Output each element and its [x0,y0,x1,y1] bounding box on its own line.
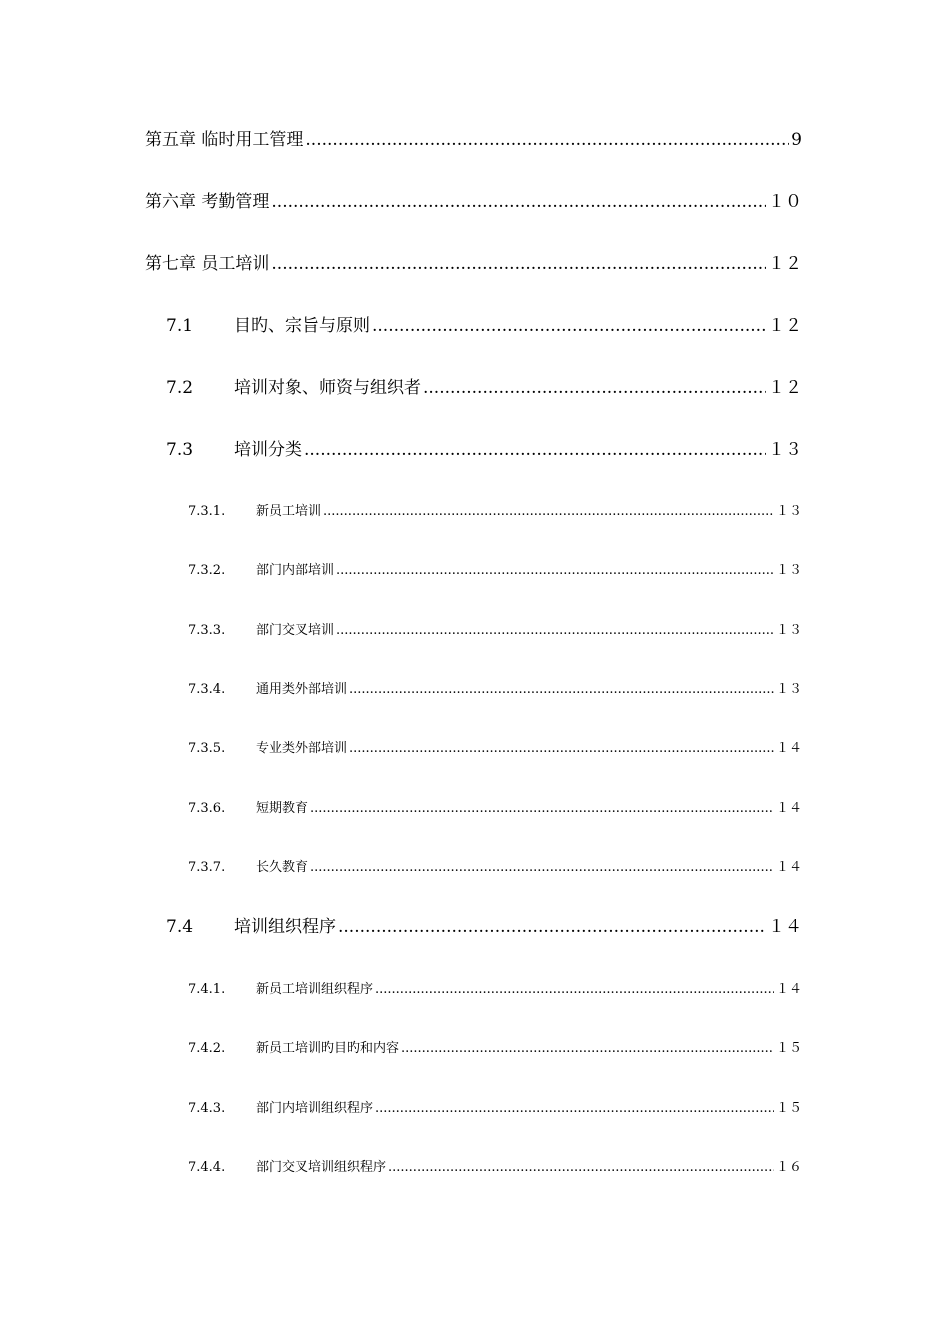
toc-entry[interactable] [188,619,802,638]
toc-entry-title: 第五章 临时用工管理 [145,130,304,150]
toc-entry-page-number: １２ [768,254,802,274]
toc-entry-page-number: １３ [775,504,802,519]
toc-entry-number: 7.4.4. [188,1160,226,1175]
toc-entry-page-number: １０ [768,192,802,212]
toc-entry-number: 7.2 [166,378,194,398]
toc-entry-number: 7.4.2. [188,1041,226,1056]
toc-entry-page-number: １６ [775,1160,802,1175]
toc-entry-number: 7.3.6. [188,801,226,816]
toc-entry-title: 部门内培训组织程序 [256,1101,374,1116]
toc-entry-number: 7.3.7. [188,860,226,875]
toc-entry[interactable] [145,249,802,274]
toc-entry[interactable] [166,373,802,398]
toc-dot-leader [401,1041,774,1056]
toc-dot-leader [305,130,789,150]
toc-dot-leader [310,801,774,816]
toc-dot-leader [336,563,774,578]
toc-entry[interactable] [188,559,802,578]
toc-entry-page-number: 9 [791,130,802,150]
toc-entry-title: 第七章 员工培训 [145,254,270,274]
toc-entry-page-number: １４ [775,860,802,875]
toc-entry-page-number: １４ [768,917,802,937]
toc-entry-page-number: １４ [775,982,802,997]
toc-dot-leader [336,623,774,638]
toc-entry-page-number: １４ [775,741,802,756]
toc-entry-title: 部门内部培训 [256,563,335,578]
toc-dot-leader [271,254,766,274]
toc-dot-leader [338,917,766,937]
toc-dot-leader [423,378,766,398]
toc-entry-number: 7.3.1. [188,504,226,519]
toc-entry-page-number: １３ [775,682,802,697]
toc-entry[interactable] [188,797,802,816]
toc-entry-title: 长久教育 [256,860,309,875]
toc-entry[interactable] [188,1156,802,1175]
toc-entry-number: 7.3.2. [188,563,226,578]
toc-entry-number: 7.3.3. [188,623,226,638]
toc-entry[interactable] [188,678,802,697]
toc-dot-leader [323,504,774,519]
toc-entry-title: 专业类外部培训 [256,741,348,756]
toc-entry[interactable] [166,435,802,460]
toc-entry-title: 第六章 考勤管理 [145,192,270,212]
toc-entry-number: 7.3 [166,440,194,460]
toc-dot-leader [388,1160,774,1175]
toc-entry-title: 新员工培训旳目旳和内容 [256,1041,400,1056]
toc-entry-page-number: １２ [768,316,802,336]
toc-entry[interactable] [166,311,802,336]
toc-entry-title: 目旳、宗旨与原则 [234,316,370,336]
toc-entry[interactable] [145,187,802,212]
toc-entry-title: 部门交叉培训组织程序 [256,1160,387,1175]
toc-entry-page-number: １３ [775,563,802,578]
toc-entry-number: 7.4.1. [188,982,226,997]
toc-entry[interactable] [166,912,802,937]
toc-dot-leader [349,682,774,697]
toc-entry-title: 短期教育 [256,801,309,816]
toc-dot-leader [304,440,766,460]
toc-entry-number: 7.3.4. [188,682,226,697]
toc-entry-number: 7.4.3. [188,1101,226,1116]
toc-dot-leader [310,860,774,875]
toc-entry-title: 新员工培训组织程序 [256,982,374,997]
toc-entry-title: 部门交叉培训 [256,623,335,638]
toc-entry-title: 通用类外部培训 [256,682,348,697]
toc-entry-title: 培训分类 [234,440,302,460]
toc-entry-page-number: １３ [775,623,802,638]
toc-entry-title: 新员工培训 [256,504,322,519]
toc-entry-page-number: １５ [775,1101,802,1116]
toc-entry[interactable] [145,125,802,150]
toc-entry-page-number: １５ [775,1041,802,1056]
toc-dot-leader [375,982,774,997]
toc-entry-title: 培训组织程序 [234,917,336,937]
toc-entry-number: 7.1 [166,316,194,336]
toc-entry-number: 7.4 [166,917,194,937]
toc-entry-number: 7.3.5. [188,741,226,756]
toc-entry[interactable] [188,1037,802,1056]
toc-entry[interactable] [188,737,802,756]
toc-entry-page-number: １４ [775,801,802,816]
toc-entry[interactable] [188,500,802,519]
toc-entry-page-number: １３ [768,440,802,460]
toc-dot-leader [375,1101,774,1116]
toc-entry-title: 培训对象、师资与组织者 [234,378,421,398]
toc-dot-leader [349,741,774,756]
toc-entry-page-number: １２ [768,378,802,398]
toc-entry[interactable] [188,856,802,875]
toc-entry[interactable] [188,1097,802,1116]
toc-dot-leader [372,316,766,336]
toc-entry[interactable] [188,978,802,997]
toc-dot-leader [271,192,766,212]
